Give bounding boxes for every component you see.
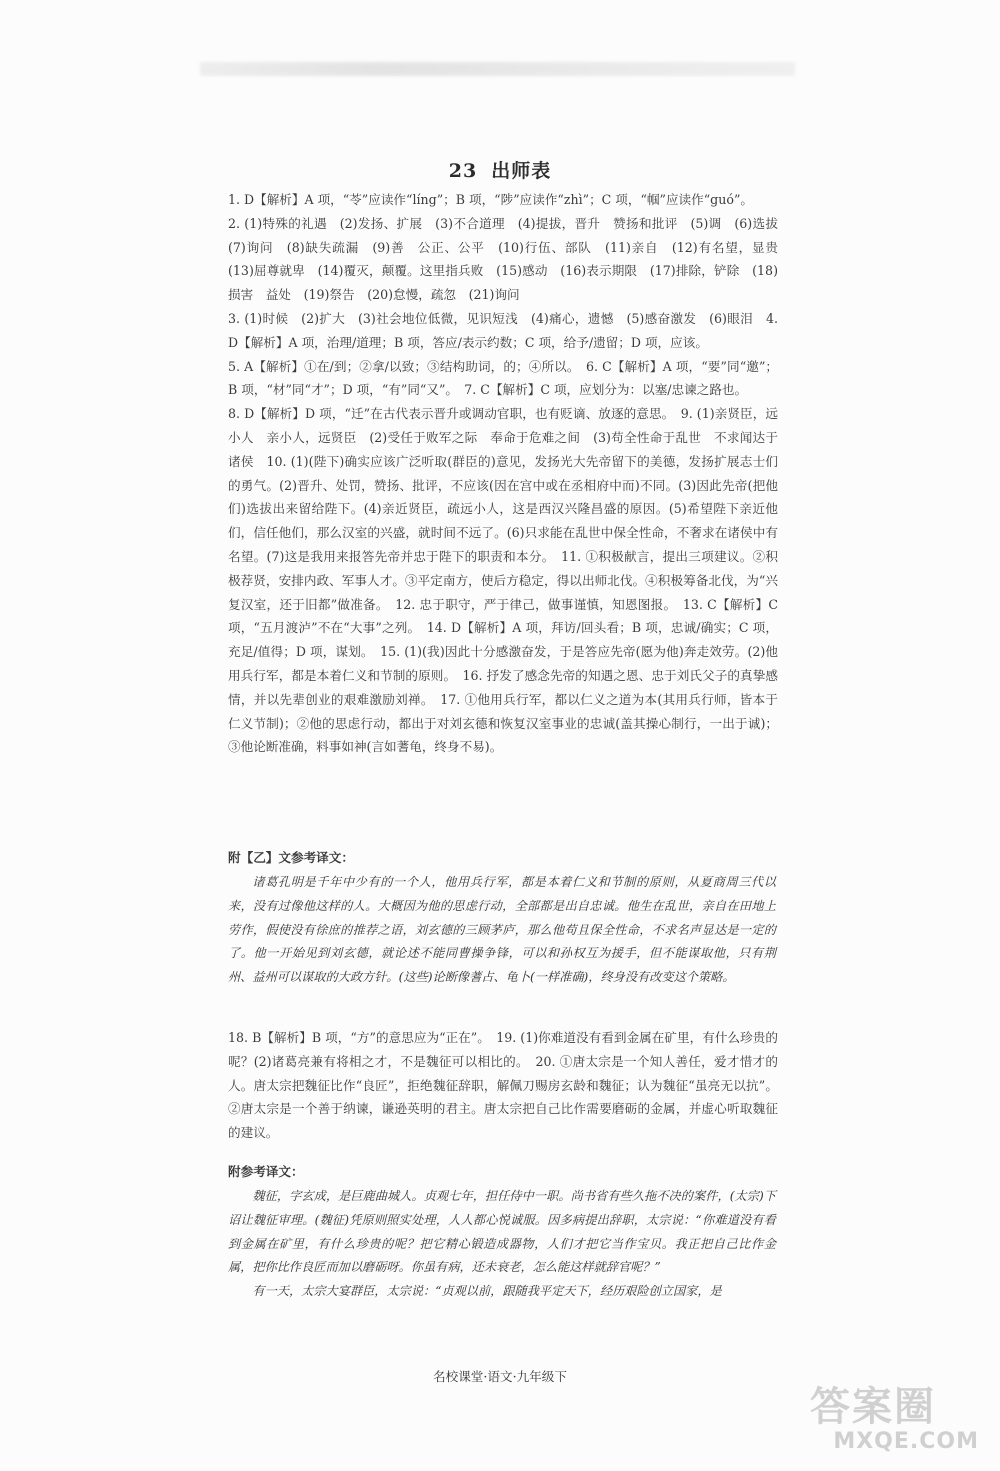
chapter-number: 23 bbox=[448, 160, 478, 182]
answer-paragraph: 5. A【解析】①在/到；②拿/以致；③结构助词，的；④所以。 6. C【解析】A 项，“要”同“邀”；B 项，“材”同“才”；D 项，“有”同“又”。 7. C【解析】C 项，应划分为：以塞/忠谏之路也。 bbox=[228, 358, 778, 398]
bleed-through-header bbox=[200, 62, 795, 76]
answer-paragraph: 3. (1)时候 (2)扩大 (3)社会地位低微，见识短浅 (4)痛心，遗憾 (5)感奋激发 (6)眼泪 4. D【解析】A 项，治理/道理；B 项，答应/表示约数；C 项，给予/遗留；D 项，应该。 bbox=[228, 310, 778, 350]
translation-ref-paragraph: 有一天，太宗大宴群臣，太宗说：“贞观以前，跟随我平定天下，经历艰险创立国家，是 bbox=[252, 1284, 722, 1299]
page-footer: 名校课堂·语文·九年级下 bbox=[433, 1369, 567, 1384]
translation-b-heading: 附【乙】文参考译文： bbox=[228, 850, 354, 865]
translation-b-body bbox=[228, 871, 776, 990]
watermark-url: MXQE.COM bbox=[833, 1429, 979, 1454]
chapter-title: 出师表 bbox=[491, 160, 552, 182]
answer-paragraph: 2. (1)特殊的礼遇 (2)发扬、扩展 (3)不合道理 (4)提拔，晋升 赞扬和批评 (5)调 (6)选拔 (7)询问 (8)缺失疏漏 (9)善 公正、公平 (10)行伍、部队 (11)亲自 (12)有名望，显贵 (13)屈尊就卑 (14)覆灭，颠覆。这里指兵败 (15)感动 (16)表示期限 (17)排除，铲除 (18)损害 益处 (19)祭告 (20)怠慢，疏忽 (21)询问 bbox=[228, 215, 791, 303]
watermark bbox=[810, 1385, 985, 1463]
answers-block-1 bbox=[228, 188, 791, 759]
translation-ref-body bbox=[228, 1185, 776, 1304]
translation-b-paragraph: 诸葛孔明是千年中少有的一个人，他用兵行军，都是本着仁义和节制的原则，从夏商周三代以来，没有过像他这样的人。大概因为他的思虑行动，全部都是出自忠诚。他生在乱世，亲自在田地上劳作，假使没有徐庶的推荐之语，刘玄德的三顾茅庐，那么他苟且保全性命，不求名声显达是一定的了。他一开始见到刘玄德，就论述不能同曹操争锋，可以和孙权互为援手，但不能谋取他，只有荆州、益州可以谋取的大政方针。(这些)论断像蓍占、龟卜(一样准确)，终身没有改变这个策略。 bbox=[228, 875, 776, 985]
answer-paragraph: 18. B【解析】B 项，“方”的意思应为“正在”。 19. (1)你难道没有看到金属在矿里，有什么珍贵的呢？(2)诸葛亮兼有将相之才，不是魏征可以相比的。 20. ①唐太宗是一个知人善任，爱才惜才的人。唐太宗把魏征比作“良匠”，拒绝魏征辞职，解佩刀赐房玄龄和魏征；认为魏征“虽亮无以抗”。②唐太宗是一个善于纳谏，谦逊英明的君主。唐太宗把自己比作需要磨砺的金属，并虚心听取魏征的建议。 bbox=[228, 1030, 778, 1141]
page-title bbox=[0, 156, 1000, 183]
answers-block-2 bbox=[228, 1026, 778, 1145]
answer-paragraph: 1. D【解析】A 项，“苓”应读作“líng”；B 项，“陟”应读作“zhì”；C 项，“帼”应读作“guó”。 bbox=[228, 192, 753, 207]
watermark-logo: 答案圈 bbox=[810, 1384, 936, 1430]
translation-ref-heading: 附参考译文： bbox=[228, 1164, 304, 1179]
translation-ref-paragraph: 魏征，字玄成，是巨鹿曲城人。贞观七年，担任侍中一职。尚书省有些久拖不决的案件，(太宗)下诏让魏征审理。(魏征)凭原则照实处理，人人都心悦诚服。因多病提出辞职，太宗说：“你难道没有看到金属在矿里，有什么珍贵的呢？把它精心锻造成器物，人们才把它当作宝贝。我正把自己比作金属，把你比作良匠而加以磨砺呀。你虽有病，还未衰老，怎么能这样就辞官呢？” bbox=[228, 1189, 776, 1275]
answer-paragraph: 8. D【解析】D 项，“迁”在古代表示晋升或调动官职，也有贬谪、放逐的意思。 9. (1)亲贤臣，远小人 亲小人，远贤臣 (2)受任于败军之际 奉命于危难之间 (3)苟全性命于乱世 不求闻达于诸侯 10. (1)(陛下)确实应该广泛听取(群臣的)意见，发扬光大先帝留下的美德，发扬扩展志士们的勇气。(2)晋升、处罚，赞扬、批评，不应该(因在宫中或在丞相府中而)不同。(3)因此先帝(把他们)选拔出来留给陛下。(4)亲近贤臣，疏远小人，这是西汉兴隆昌盛的原因。(5)希望陛下亲近他们，信任他们，那么汉室的兴盛，就时间不远了。(6)只求能在乱世中保全性命，不奢求在诸侯中有名望。(7)这是我用来报答先帝并忠于陛下的职责和本分。 11. ①积极献言，提出三项建议。②积极荐贤，安排内政、军事人才。③平定南方，使后方稳定，得以出师北伐。④积极筹备北伐，为“兴复汉室，还于旧都”做准备。 12. 忠于职守，严于律己，做事谨慎，知恩图报。 13. C【解析】C 项，“五月渡泸”不在“大事”之列。 14. D【解析】A 项，拜访/回头看；B 项，忠诚/确实；C 项，充足/值得；D 项，谋划。 15. (1)(我)因此十分感激奋发，于是答应先帝(愿为他)奔走效劳。(2)他用兵行军，都是本着仁义和节制的原则。 16. 抒发了感念先帝的知遇之恩、忠于刘氏父子的真挚感情，并以先辈创业的艰难激励刘禅。 17. ①他用兵行军，都以仁义之道为本(其用兵行师，皆本于仁义节制)；②他的思虑行动，都出于对刘玄德和恢复汉室事业的忠诚(盖其操心制行，一出于诚)；③他论断准确，料事如神(言如蓍龟，终身不易)。 bbox=[228, 406, 778, 755]
